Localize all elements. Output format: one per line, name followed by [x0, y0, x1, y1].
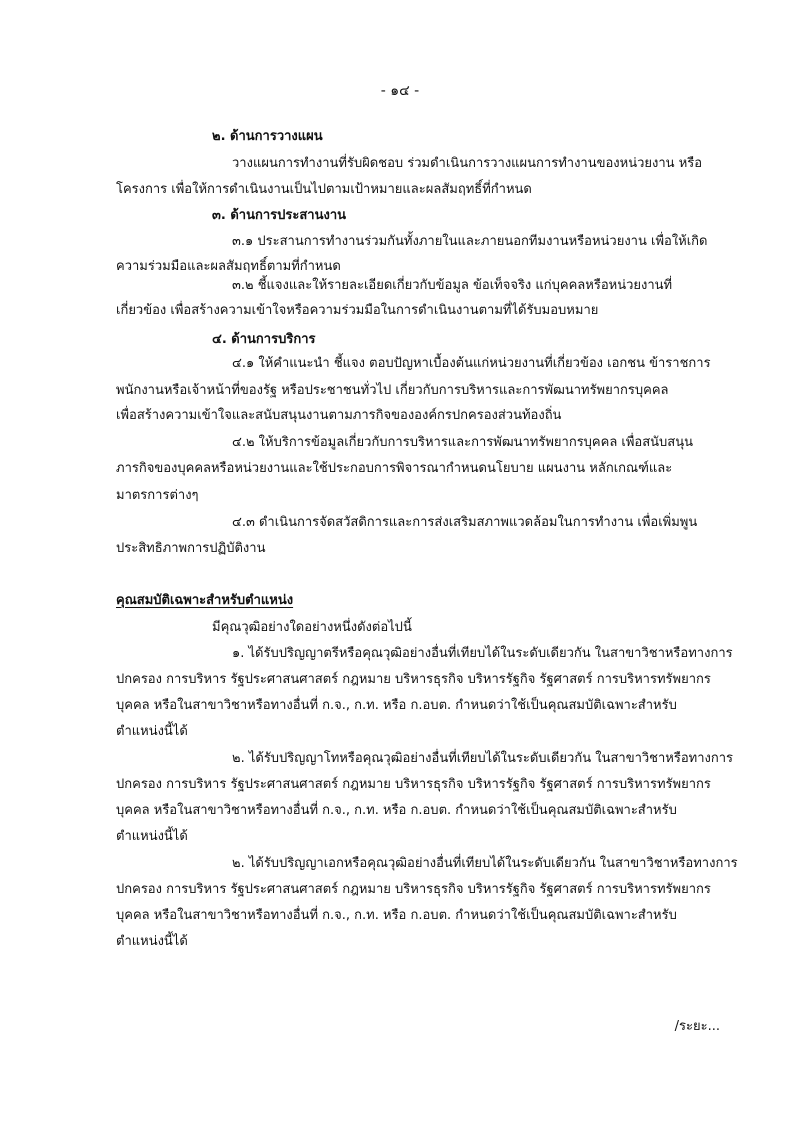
qualification-item-3-line: ตำแหน่งนี้ได้: [116, 934, 188, 949]
service-item-2-line: ๔.๒ ให้บริการข้อมูลเกี่ยวกับการบริหารและการพัฒนาทรัพยากรบุคคล เพื่อสนับสนุน: [232, 435, 694, 450]
service-heading: ๔. ด้านการบริการ: [212, 332, 316, 347]
qualification-item-3-line: ปกครอง การบริหาร รัฐประศาสนศาสตร์ กฎหมาย บริหารธุรกิจ บริหารรัฐกิจ รัฐศาสตร์ การบริหารทรัพยากร: [116, 882, 711, 897]
service-item-2-line: มาตรการต่างๆ: [116, 488, 199, 503]
coordination-heading: ๓. ด้านการประสานงาน: [212, 208, 347, 223]
page-number: - ๑๔ -: [380, 83, 420, 99]
qualification-item-1-line: ตำแหน่งนี้ได้: [116, 724, 188, 739]
qualification-item-2-line: ๒. ได้รับปริญญาโทหรือคุณวุฒิอย่างอื่นที่เทียบได้ในระดับเดียวกัน ในสาขาวิชาหรือทางการ: [232, 751, 734, 766]
qualification-item-2-line: บุคคล หรือในสาขาวิชาหรือทางอื่นที่ ก.จ., ก.ท. หรือ ก.อบต. กำหนดว่าใช้เป็นคุณสมบัติเฉพาะสำหรับ: [116, 803, 677, 818]
service-item-1-line: เพื่อสร้างความเข้าใจและสนับสนุนงานตามภารกิจขององค์กรปกครองส่วนท้องถิ่น: [116, 408, 562, 423]
qualification-item-3-line: บุคคล หรือในสาขาวิชาหรือทางอื่นที่ ก.จ., ก.ท. หรือ ก.อบต. กำหนดว่าใช้เป็นคุณสมบัติเฉพาะสำหรับ: [116, 908, 677, 923]
continuation-marker: /ระยะ...: [674, 1019, 720, 1034]
qualification-item-1-line: บุคคล หรือในสาขาวิชาหรือทางอื่นที่ ก.จ., ก.ท. หรือ ก.อบต. กำหนดว่าใช้เป็นคุณสมบัติเฉพาะสำหรับ: [116, 698, 677, 713]
qualification-item-3-line: ๒. ได้รับปริญญาเอกหรือคุณวุฒิอย่างอื่นที่เทียบได้ในระดับเดียวกัน ในสาขาวิชาหรือทางการ: [232, 856, 738, 871]
service-item-3-line: ๔.๓ ดำเนินการจัดสวัสดิการและการส่งเสริมสภาพแวดล้อมในการทำงาน เพื่อเพิ่มพูน: [232, 515, 698, 530]
qualifications-heading: คุณสมบัติเฉพาะสำหรับตำแหน่ง: [116, 593, 294, 608]
qualification-item-1-line: ๑. ได้รับปริญญาตรีหรือคุณวุฒิอย่างอื่นที่เทียบได้ในระดับเดียวกัน ในสาขาวิชาหรือทางการ: [232, 646, 733, 661]
qualification-item-2-line: ตำแหน่งนี้ได้: [116, 829, 188, 844]
planning-line: วางแผนการทำงานที่รับผิดชอบ ร่วมดำเนินการวางแผนการทำงานของหน่วยงาน หรือ: [232, 156, 703, 171]
coordination-item-1-line: ๓.๑ ประสานการทำงานร่วมกันทั้งภายในและภายนอกทีมงานหรือหน่วยงาน เพื่อให้เกิด: [232, 234, 708, 249]
service-item-1-line: ๔.๑ ให้คำแนะนำ ชี้แจง ตอบปัญหาเบื้องต้นแก่หน่วยงานที่เกี่ยวข้อง เอกชน ข้าราชการ: [232, 356, 711, 371]
coordination-item-1-line: ความร่วมมือและผลสัมฤทธิ์ตามที่กำหนด: [116, 259, 341, 274]
qualification-item-2-line: ปกครอง การบริหาร รัฐประศาสนศาสตร์ กฎหมาย บริหารธุรกิจ บริหารรัฐกิจ รัฐศาสตร์ การบริหารทรัพยากร: [116, 777, 711, 792]
coordination-item-2-line: เกี่ยวข้อง เพื่อสร้างความเข้าใจหรือความร่วมมือในการดำเนินงานตามที่ได้รับมอบหมาย: [116, 303, 599, 318]
service-item-1-line: พนักงานหรือเจ้าหน้าที่ของรัฐ หรือประชาชนทั่วไป เกี่ยวกับการบริหารและการพัฒนาทรัพยากรบุคคล: [116, 383, 669, 398]
qualifications-intro: มีคุณวุฒิอย่างใดอย่างหนึ่งดังต่อไปนี้: [212, 620, 412, 635]
planning-heading: ๒. ด้านการวางแผน: [212, 129, 323, 144]
service-item-2-line: ภารกิจของบุคคลหรือหน่วยงานและใช้ประกอบการพิจารณากำหนดนโยบาย แผนงาน หลักเกณฑ์และ: [116, 461, 673, 476]
coordination-item-2-line: ๓.๒ ชี้แจงและให้รายละเอียดเกี่ยวกับข้อมูล ข้อเท็จจริง แก่บุคคลหรือหน่วยงานที่: [232, 278, 673, 293]
service-item-3-line: ประสิทธิภาพการปฏิบัติงาน: [116, 541, 266, 556]
qualification-item-1-line: ปกครอง การบริหาร รัฐประศาสนศาสตร์ กฎหมาย บริหารธุรกิจ บริหารรัฐกิจ รัฐศาสตร์ การบริหารทรัพยากร: [116, 672, 711, 687]
planning-line: โครงการ เพื่อให้การดำเนินงานเป็นไปตามเป้าหมายและผลสัมฤทธิ์ที่กำหนด: [116, 182, 532, 197]
